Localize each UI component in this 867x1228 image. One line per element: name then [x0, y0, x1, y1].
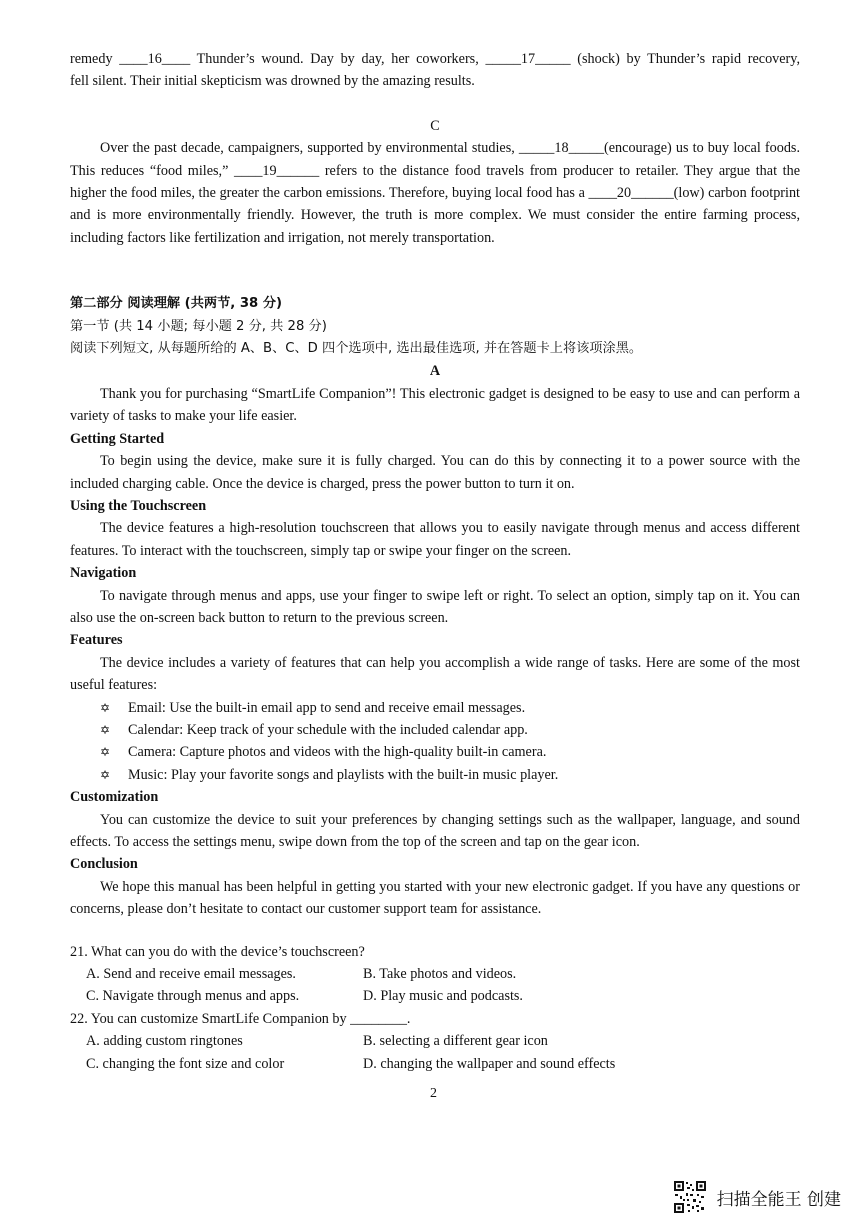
option-c: C. changing the font size and color [86, 1055, 285, 1072]
feature-item-music [100, 764, 800, 786]
feature-text: Calendar: Keep track of your schedule with the included calendar app. [128, 721, 528, 738]
feature-list [70, 697, 800, 787]
paragraph-touchscreen: The device features a high-resolution touchscreen that allows you to easily navigate through menus and access different features. To interact with the touchscreen, simply tap or swipe your finger on the screen. [70, 520, 800, 559]
paragraph-navigation: To navigate through menus and apps, use your finger to swipe left or right. To select an option, simply tap on it. You can also use the on-screen back button to return to the previous screen. [70, 587, 800, 626]
scanner-label: 扫描全能王 创建 [716, 1189, 841, 1210]
star-bullet-icon: ✡ [100, 700, 111, 715]
option-d: D. changing the wallpaper and sound effects [363, 1055, 616, 1072]
star-bullet-icon: ✡ [100, 745, 111, 760]
exam-page [70, 48, 800, 1075]
paragraph-conclusion: We hope this manual has been helpful in getting you started with your new electronic gadget. If you have any questions or concerns, please don’t hesitate to contact our customer support team for assistance. [70, 878, 800, 918]
qr-code-icon [673, 1180, 707, 1214]
passage-a-intro: Thank you for purchasing “SmartLife Companion”! This electronic gadget is designed to be easy to use and can perform a variety of tasks to make your life easier. [70, 385, 800, 425]
passage-c-letter: C [430, 117, 440, 134]
feature-item-email [100, 697, 800, 719]
heading-features: Features [70, 632, 123, 649]
question-21-stem: 21. What can you do with the device’s touchscreen? [70, 943, 365, 960]
heading-customization: Customization [70, 789, 159, 806]
paragraph-getting-started: To begin using the device, make sure it is fully charged. You can do this by connecting it to a power source with the included charging cable. Once the device is charged, press the power button to turn it on. [70, 453, 800, 492]
option-c: C. Navigate through menus and apps. [86, 988, 300, 1005]
option-b: B. selecting a different gear icon [363, 1033, 548, 1050]
instruction: 阅读下列短文, 从每题所给的 A、B、C、D 四个选项中, 选出最佳选项, 并在答题卡上将该项涂黑。 [70, 341, 643, 357]
heading-navigation: Navigation [70, 565, 137, 582]
passage-c-paragraph: Over the past decade, campaigners, supported by environmental studies, _____18_____(encourage) us to buy local foods. This reduces “food miles,” ____19______ refers to the distance food travels from producer to retailer. They argue that the higher the food miles, the greater the carbon emissions. Therefore, buying local food has a ____20______(low) carbon footprint and is more environmentally friendly. However, the truth is more complex. We must consider the entire farming process, including factors like fertilization and irrigation, not merely transportation. [70, 140, 800, 246]
star-bullet-icon: ✡ [100, 767, 111, 782]
question-21-options [70, 963, 800, 1008]
question-22-options [70, 1030, 800, 1075]
passage-b-line-1: remedy ____16____ Thunder’s wound. Day by day, her coworkers, _____17_____ (shock) by Thunder’s rapid recovery, [70, 51, 800, 67]
option-a: A. adding custom ringtones [86, 1033, 243, 1050]
passage-b-line-2: fell silent. Their initial skepticism was drowned by the amazing results. [70, 73, 475, 90]
feature-item-camera [100, 741, 800, 763]
scanner-watermark [673, 1180, 841, 1214]
part2-title: 第二部分 阅读理解 (共两节, 38 分) [70, 296, 283, 312]
feature-text: Music: Play your favorite songs and playlists with the built-in music player. [128, 766, 559, 783]
heading-touchscreen: Using the Touchscreen [70, 497, 207, 514]
passage-a-letter: A [429, 363, 441, 380]
question-22-stem: 22. You can customize SmartLife Companion by ________. [70, 1010, 411, 1027]
heading-getting-started: Getting Started [70, 430, 165, 447]
option-d: D. Play music and podcasts. [363, 988, 523, 1005]
section1-title: 第一节 (共 14 小题; 每小题 2 分, 共 28 分) [70, 318, 327, 334]
feature-text: Email: Use the built-in email app to send and receive email messages. [128, 699, 526, 716]
page-number: 2 [430, 1086, 437, 1101]
feature-text: Camera: Capture photos and videos with the high-quality built-in camera. [128, 744, 547, 761]
option-b: B. Take photos and videos. [363, 966, 517, 983]
paragraph-customization: You can customize the device to suit your preferences by changing settings such as the wallpaper, language, and sound effects. To access the settings menu, swipe down from the top of the screen and tap on the gear icon. [70, 811, 800, 850]
feature-item-calendar [100, 719, 800, 741]
option-a: A. Send and receive email messages. [86, 966, 296, 983]
star-bullet-icon: ✡ [100, 722, 111, 737]
heading-conclusion: Conclusion [70, 856, 138, 873]
paragraph-features-intro: The device includes a variety of features that can help you accomplish a wide range of tasks. Here are some of the most useful features: [70, 654, 800, 694]
